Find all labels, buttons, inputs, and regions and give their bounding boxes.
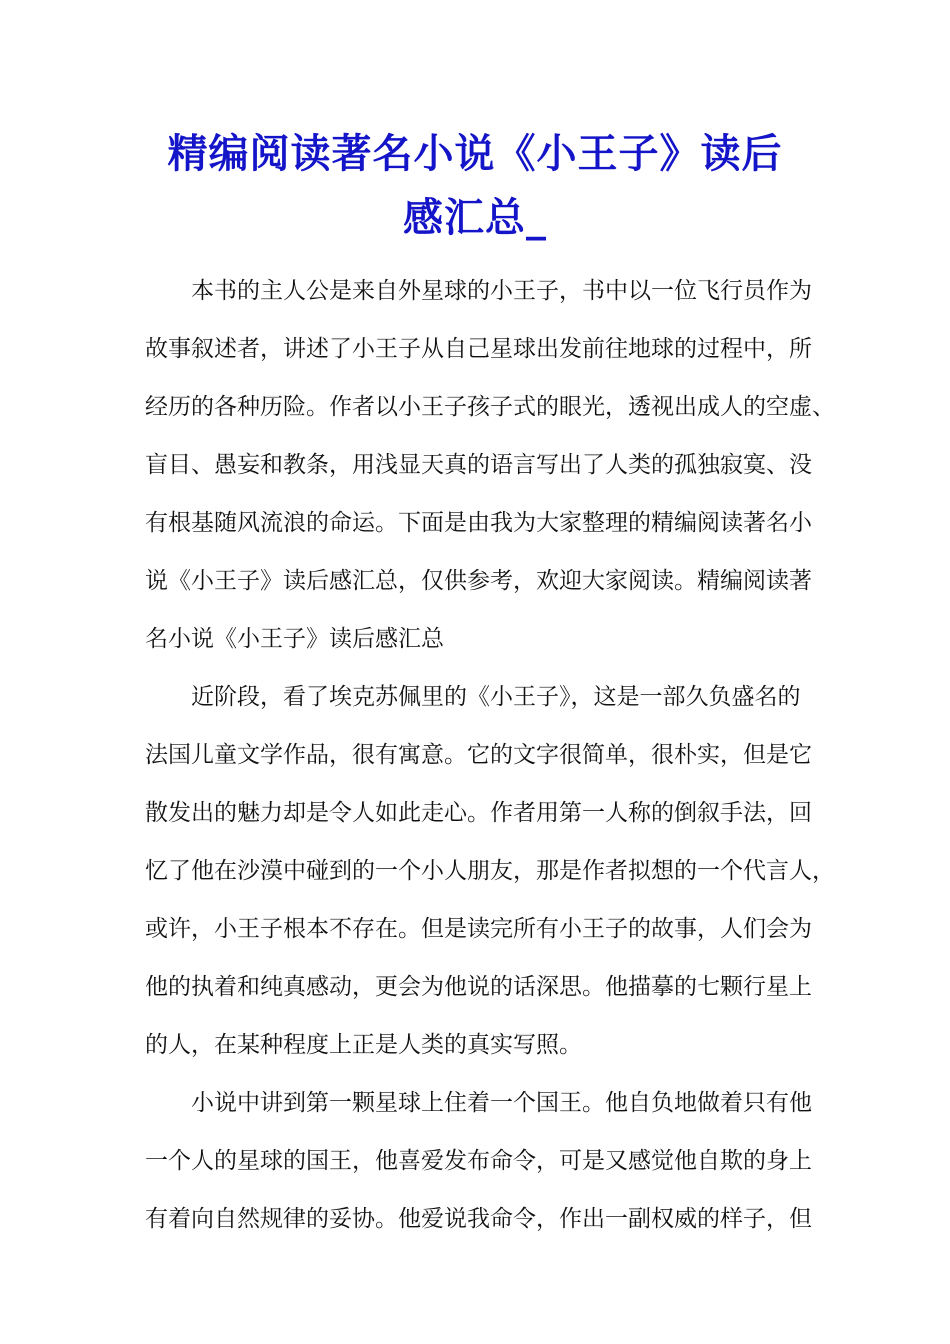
document-title [100,122,850,250]
paragraph-recent-reading [145,668,835,1074]
text-line: 他的执着和纯真感动，更会为他说的话深思。他描摹的七颗行星上 [145,974,812,1000]
text-line: 有根基随风流浪的命运。下面是由我为大家整理的精编阅读著名小 [145,510,812,536]
text-line: 经历的各种历险。作者以小王子孩子式的眼光，透视出成人的空虚、 [145,394,835,420]
paragraph-king [145,1074,825,1248]
text-line: 名小说《小王子》读后感汇总 [145,626,444,652]
text-line: 说《小王子》读后感汇总，仅供参考，欢迎大家阅读。精编阅读著 [145,568,812,594]
text-line: 近阶段，看了埃克苏佩里的《小王子》，这是一部久负盛名的 [191,684,801,710]
text-line: 本书的主人公是来自外星球的小王子，书中以一位飞行员作为 [191,278,812,304]
title-line: 感汇总_ [403,194,547,241]
text-line: 有着向自然规律的妥协。他爱说我命令，作出一副权威的样子，但 [145,1206,812,1232]
paragraph-intro [145,262,835,668]
text-line: 盲目、愚妄和教条，用浅显天真的语言写出了人类的孤独寂寞、没 [145,452,812,478]
text-line: 一个人的星球的国王，他喜爱发布命令，可是又感觉他自欺的身上 [145,1148,812,1174]
text-line: 或许，小王子根本不存在。但是读完所有小王子的故事，人们会为 [145,916,812,942]
text-line: 故事叙述者，讲述了小王子从自己星球出发前往地球的过程中，所 [145,336,812,362]
text-line: 散发出的魅力却是令人如此走心。作者用第一人称的倒叙手法，回 [145,800,812,826]
text-line: 忆了他在沙漠中碰到的一个小人朋友，那是作者拟想的一个代言人， [145,858,835,884]
document-body [145,262,835,1248]
text-line: 小说中讲到第一颗星球上住着一个国王。他自负地做着只有他 [191,1090,812,1116]
title-line: 精编阅读著名小说《小王子》读后 [167,130,783,177]
text-line: 的人，在某种程度上正是人类的真实写照。 [145,1032,582,1058]
text-line: 法国儿童文学作品，很有寓意。它的文字很简单，很朴实，但是它 [145,742,812,768]
